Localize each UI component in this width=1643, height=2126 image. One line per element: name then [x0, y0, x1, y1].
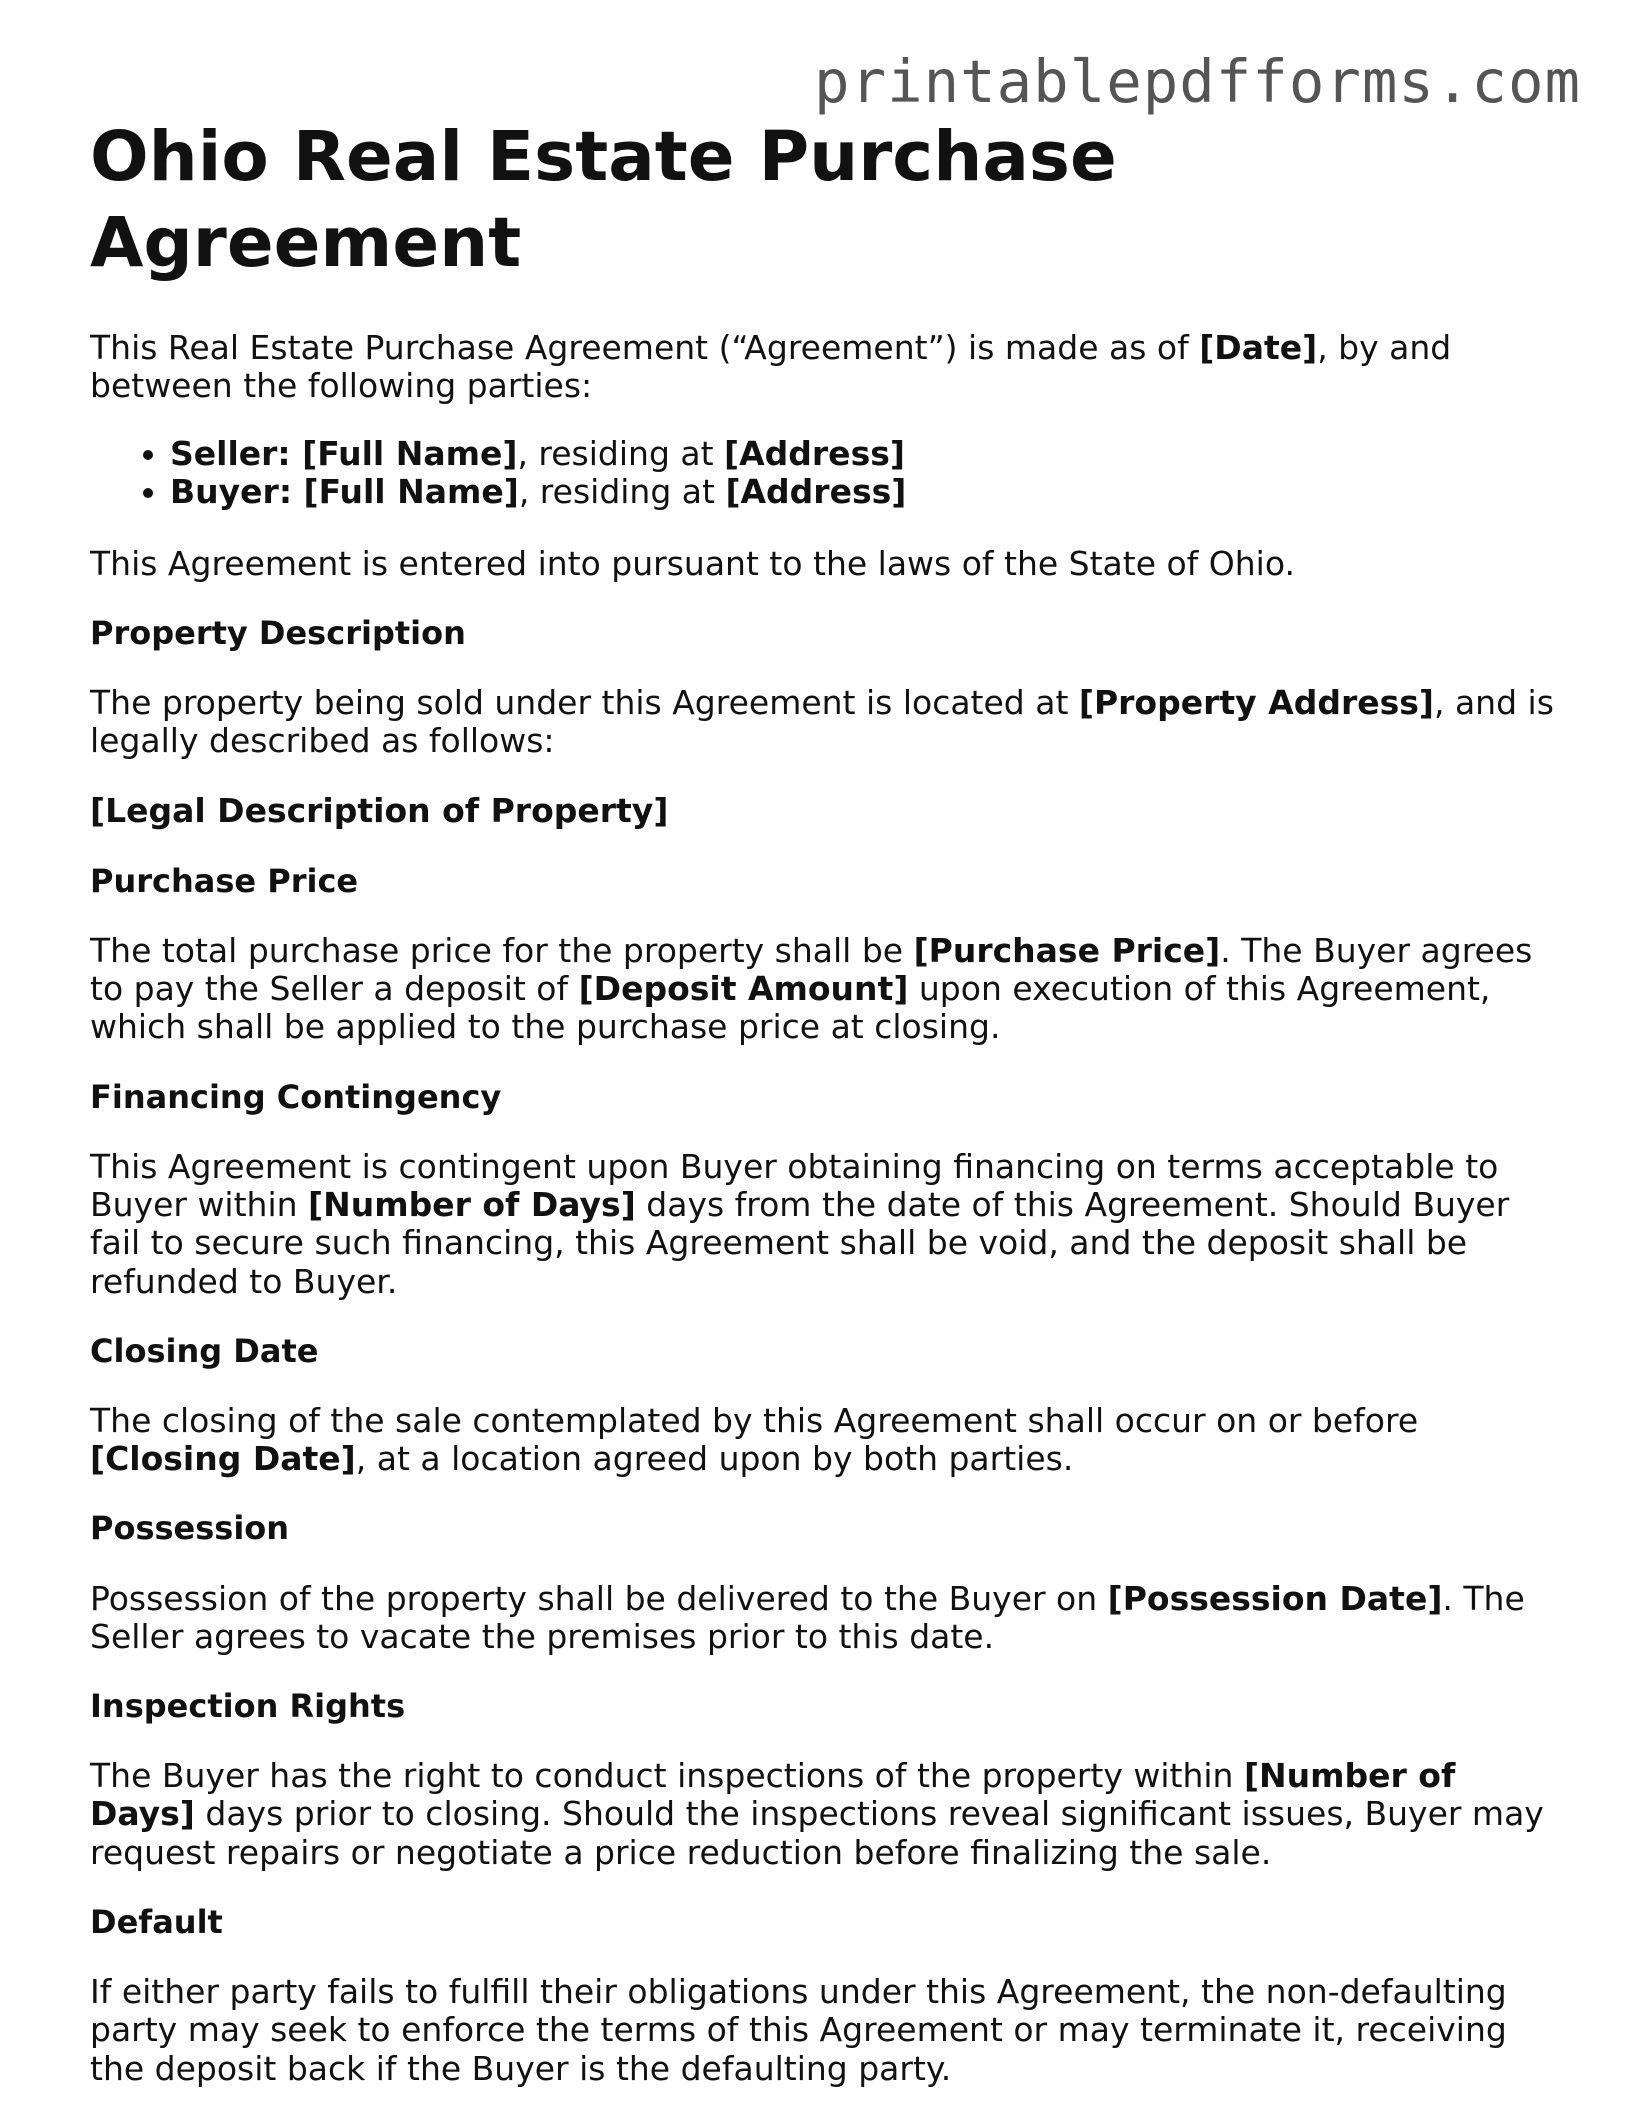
purchase-price-placeholder: [Purchase Price] [913, 930, 1221, 970]
list-item-seller [170, 435, 1560, 473]
intro-text-1: This Real Estate Purchase Agreement (“Agreement”) is made as of [90, 327, 1200, 367]
parties-list [90, 435, 1560, 512]
property-text-2: , and is legally described as follows: [90, 682, 1554, 761]
buyer-name-placeholder: Buyer: [Full Name] [170, 472, 519, 512]
closing-text-1: The closing of the sale contemplated by this Agreement shall occur on or before [90, 1400, 1419, 1440]
buyer-residing-text: , residing at [518, 472, 726, 512]
inspection-text-2: days prior to closing. Should the inspections reveal significant issues, Buyer may request repairs or negotiate a price reduction before finalizing the sale. [90, 1794, 1544, 1872]
property-address-placeholder: [Property Address] [1078, 682, 1434, 722]
possession-paragraph [90, 1580, 1560, 1657]
price-text-3: upon execution of this Agreement, which shall be applied to the purchase price at closing. [90, 969, 1491, 1047]
default-paragraph: If either party fails to fulfill their obligations under this Agreement, the non-defaulting party may seek to enforce the terms of this Agreement or may terminate it, receiving the deposit back if the Buyer is the defaulting party. [90, 1972, 1507, 2088]
intro-text-2: , by and between the following parties: [90, 327, 1452, 405]
section-heading-closing: Closing Date [90, 1331, 319, 1370]
price-paragraph [90, 932, 1560, 1047]
closing-date-placeholder: [Closing Date] [90, 1439, 356, 1479]
price-text-1: The total purchase price for the property shall be [90, 930, 914, 970]
seller-name-placeholder: Seller: [Full Name] [170, 434, 518, 474]
possession-text-2: . The Seller agrees to vacate the premises prior to this date. [90, 1578, 1525, 1656]
buyer-address-placeholder: [Address] [725, 472, 907, 512]
intro-paragraph [90, 329, 1560, 406]
list-item-buyer [170, 473, 1560, 511]
section-heading-financing: Financing Contingency [90, 1077, 502, 1116]
financing-text-1: This Agreement is contingent upon Buyer obtaining financing on terms acceptable to Buyer within [90, 1146, 1499, 1225]
section-heading-possession: Possession [90, 1509, 290, 1548]
document-page [90, 114, 1560, 2088]
date-placeholder: [Date] [1199, 327, 1318, 367]
financing-text-2: days from the date of this Agreement. Should Buyer fail to secure such financing, this Agreement shall be void, and the deposit shall be refunded to Buyer. [90, 1185, 1510, 1301]
property-paragraph [90, 684, 1560, 761]
financing-paragraph [90, 1148, 1560, 1301]
seller-address-placeholder: [Address] [724, 434, 905, 474]
section-heading-inspection: Inspection Rights [90, 1687, 406, 1726]
property-text-1: The property being sold under this Agreement is located at [90, 682, 1079, 722]
price-text-2: . The Buyer agrees to pay the Seller a deposit of [90, 930, 1533, 1009]
seller-residing-text: , residing at [517, 434, 725, 474]
document-title: Ohio Real Estate Purchase Agreement [90, 117, 1117, 284]
inspection-paragraph [90, 1757, 1560, 1872]
section-heading-property: Property Description [90, 613, 466, 652]
governing-law-paragraph: This Agreement is entered into pursuant to the laws of the State of Ohio. [90, 543, 1295, 583]
deposit-amount-placeholder: [Deposit Amount] [578, 969, 909, 1009]
inspection-days-placeholder: [Number of Days] [90, 1756, 1456, 1834]
financing-days-placeholder: [Number of Days] [308, 1185, 636, 1225]
site-watermark: printablepdfforms.com [814, 47, 1581, 116]
possession-date-placeholder: [Possession Date] [1107, 1578, 1443, 1618]
inspection-text-1: The Buyer has the right to conduct inspections of the property within [90, 1756, 1244, 1796]
closing-text-2: , at a location agreed upon by both parties. [355, 1439, 1074, 1479]
legal-description-placeholder: [Legal Description of Property] [90, 791, 669, 831]
section-heading-price: Purchase Price [90, 861, 359, 900]
possession-text-1: Possession of the property shall be delivered to the Buyer on [90, 1578, 1108, 1618]
section-heading-default: Default [90, 1903, 223, 1941]
closing-paragraph [90, 1402, 1560, 1479]
